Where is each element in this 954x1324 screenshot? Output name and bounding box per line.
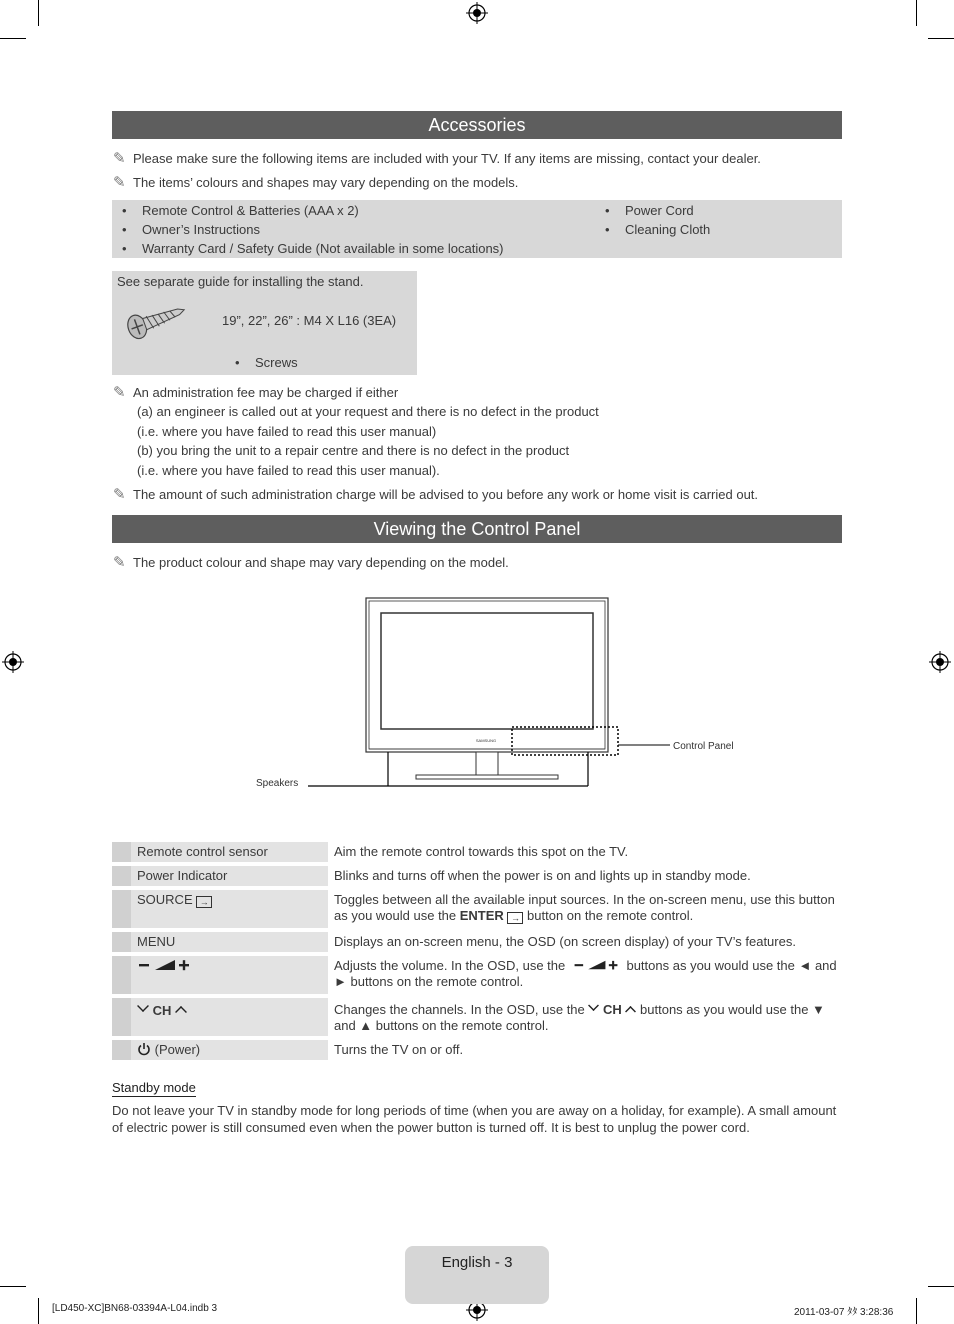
chevron-down-icon [588, 1000, 599, 1011]
crop-mark [38, 0, 39, 26]
pencil-note-icon: ✎ [113, 486, 126, 503]
control-panel-header: Viewing the Control Panel [112, 515, 842, 543]
slug-timestamp: 2011-03-07 ﾀﾀ 3:28:36 [794, 1307, 894, 1318]
control-table [112, 838, 842, 1064]
control-desc: Turns the TV on or off. [328, 1040, 842, 1060]
volume-icon [569, 959, 623, 971]
registration-mark-icon [929, 651, 951, 673]
volume-icon [137, 958, 191, 972]
chevron-up-icon [625, 1006, 636, 1017]
crop-mark [928, 38, 954, 39]
table-row [112, 866, 842, 886]
table-row [112, 1040, 842, 1060]
control-desc: Toggles between all the available input sources. In the on-screen menu, use this button as you would use the ENTER → button on the remote control. [328, 890, 842, 928]
admin-line: (i.e. where you have failed to read this user manual). [137, 463, 440, 478]
note-colours-vary: ✎ The items’ colours and shapes may vary depending on the models. [113, 174, 519, 191]
crop-mark [928, 1286, 954, 1287]
pencil-note-icon: ✎ [113, 384, 126, 401]
power-control: (Power) [131, 1040, 328, 1060]
source-icon: → [196, 896, 212, 908]
list-item: • Remote Control & Batteries (AAA x 2) [122, 203, 359, 218]
admin-line: (i.e. where you have failed to read this user manual) [137, 424, 437, 439]
pencil-note-icon: ✎ [113, 554, 126, 571]
control-name: Power Indicator [131, 866, 328, 886]
list-item: • Cleaning Cloth [605, 222, 711, 237]
stand-guide-text: See separate guide for installing the stand. [117, 274, 364, 289]
enter-icon: → [507, 912, 523, 924]
list-item: • Owner’s Instructions [122, 222, 261, 237]
control-desc: Aim the remote control towards this spot on the TV. [328, 842, 842, 862]
table-row [112, 842, 842, 862]
screw-icon [124, 300, 188, 340]
note-items-included: ✎ Please make sure the following items are included with your TV. If any items are missing, contact your dealer. [113, 150, 761, 167]
slug-file: [LD450-XC]BN68-03394A-L04.indb 3 [52, 1303, 218, 1314]
crop-mark [916, 0, 917, 26]
table-row [112, 956, 842, 994]
list-item: • Power Cord [605, 203, 694, 218]
admin-line: (a) an engineer is called out at your request and there is no defect in the product [137, 404, 599, 419]
list-item: • Screws [235, 355, 298, 370]
pencil-note-icon: ✎ [113, 150, 126, 167]
control-desc: Changes the channels. In the OSD, use the CH buttons as you would use the ▼ and ▲ buttons on the remote control. [328, 998, 842, 1036]
tv-brand-logo: SAMSUNG [475, 738, 497, 743]
registration-mark-icon [2, 651, 24, 673]
note-admin-fee: ✎ An administration fee may be charged if either [113, 384, 399, 401]
control-name: SOURCE → [131, 890, 328, 928]
standby-text: Do not leave your TV in standby mode for long periods of time (when you are away on a holiday, for example). A small amount of electric power is still consumed even when the power button is turned off. It is best to unplug the power cord. [112, 1103, 837, 1135]
channel-control: CH [131, 998, 328, 1036]
table-row [112, 998, 842, 1036]
control-panel-callout: Control Panel [673, 741, 734, 752]
note-colour-shape: ✎ The product colour and shape may vary depending on the model. [113, 554, 509, 571]
crop-mark [916, 1298, 917, 1324]
control-name: Remote control sensor [131, 842, 328, 862]
screw-spec: 19”, 22”, 26” : M4 X L16 (3EA) [222, 313, 397, 328]
table-row [112, 890, 842, 928]
pencil-note-icon: ✎ [113, 174, 126, 191]
table-row [112, 932, 842, 952]
control-name: MENU [131, 932, 328, 952]
list-item: • Warranty Card / Safety Guide (Not available in some locations) [122, 241, 504, 256]
speakers-callout: Speakers [256, 778, 299, 789]
crop-mark [0, 38, 26, 39]
chevron-down-icon [137, 1000, 149, 1012]
tv-diagram [250, 590, 750, 800]
power-icon [137, 1042, 151, 1056]
accessories-header: Accessories [112, 111, 842, 139]
control-desc: Adjusts the volume. In the OSD, use the buttons as you would use the ◄ and ► buttons on the remote control. [328, 956, 842, 994]
control-desc: Displays an on-screen menu, the OSD (on screen display) of your TV’s features. [328, 932, 842, 952]
control-desc: Blinks and turns off when the power is on and lights up in standby mode. [328, 866, 842, 886]
note-admin-charge: ✎ The amount of such administration charge will be advised to you before any work or home visit is carried out. [113, 486, 759, 503]
crop-mark [0, 1286, 26, 1287]
volume-control [131, 956, 328, 994]
standby-title: Standby mode [112, 1080, 196, 1095]
chevron-up-icon [175, 1006, 187, 1018]
registration-mark-icon [466, 2, 488, 24]
crop-mark [38, 1298, 39, 1324]
page-number-tab: English - 3 [405, 1246, 549, 1304]
admin-line: (b) you bring the unit to a repair centre and there is no defect in the product [137, 443, 570, 458]
